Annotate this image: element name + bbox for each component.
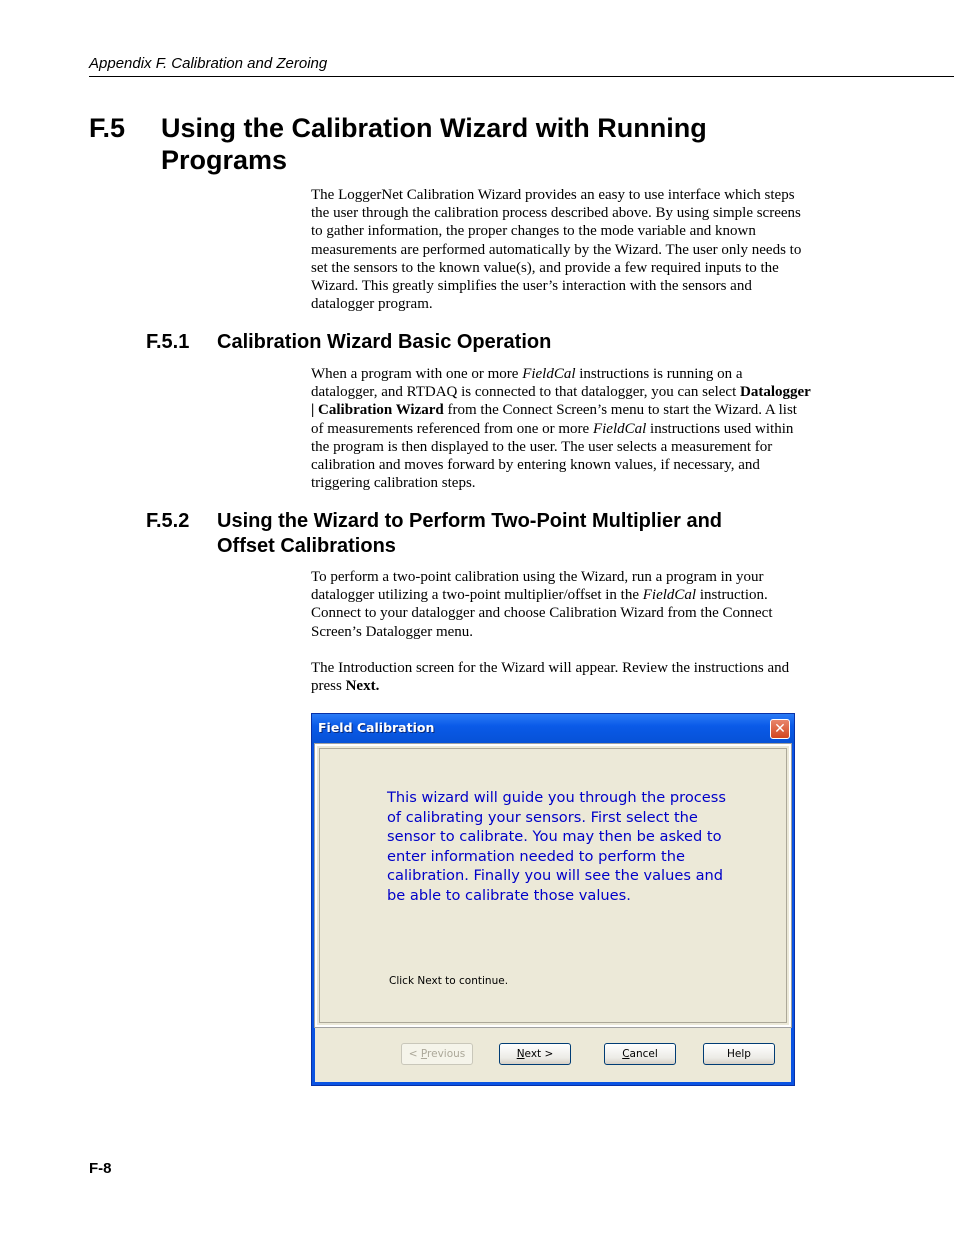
close-icon[interactable]: ✕	[770, 719, 790, 739]
subsection1-number: F.5.1	[146, 331, 190, 353]
previous-button[interactable]: < Previous	[401, 1043, 473, 1065]
dialog-title: Field Calibration	[318, 720, 435, 735]
subsection2-paragraph-2: The Introduction screen for the Wizard will appear. Review the instructions and press Next.	[311, 660, 790, 695]
subsection2-title-line2: Offset Calibrations	[217, 535, 396, 557]
subsection2-paragraph-1: To perform a two-point calibration using the Wizard, run a program in your datalogger utilizing a two-point multiplier/offset in the FieldCal instruction. Connect to your datalogger and choose Calibration Wizard from the Connect Screen’s Datalogger menu.	[311, 569, 773, 640]
help-button[interactable]: Help	[703, 1043, 775, 1065]
subsection2-title-line1: Using the Wizard to Perform Two-Point Multiplier and	[217, 510, 722, 532]
continue-hint: Click Next to continue.	[389, 975, 509, 987]
subsection1-title: Calibration Wizard Basic Operation	[217, 331, 552, 353]
dialog-titlebar[interactable]	[312, 714, 794, 744]
next-button[interactable]: Next >	[499, 1043, 571, 1065]
subsection2-heading	[146, 509, 722, 559]
section-heading	[89, 112, 789, 176]
section-title-line2: Programs	[161, 145, 288, 175]
section-intro-paragraph: The LoggerNet Calibration Wizard provides an easy to use interface which steps the user through the calibration process described above. By using simple screens to gather information, the proper changes to the mode variable and known measurements are performed automatically by the Wizard. The user only needs to set the sensors to the known value(s), and provide a few required inputs to the Wizard. This greatly simplifies the user’s interaction with the sensors and datalogger program.	[311, 187, 802, 313]
dialog-client-area	[315, 744, 791, 1082]
cancel-button[interactable]: Cancel	[604, 1043, 676, 1065]
subsection2-number: F.5.2	[146, 510, 190, 532]
subsection1-paragraph: When a program with one or more FieldCal instructions is running on a datalogger, and RTDAQ is connected to that datalogger, you can select Datalogger | Calibration Wizard from the Connect Screen’s menu to start the Wizard. A list of measurements referenced from one or more FieldCal instructions used within the program is then displayed to the user. The user selects a measurement for calibration and moves forward by entering known values, if necessary, and triggering calibration steps.	[311, 366, 811, 492]
field-calibration-dialog	[311, 713, 795, 1086]
subsection1-heading	[146, 330, 551, 355]
section-number: F.5	[89, 113, 126, 143]
page-number: F-8	[89, 1160, 112, 1177]
running-header: Appendix F. Calibration and Zeroing	[89, 55, 328, 72]
header-rule	[89, 76, 954, 77]
wizard-panel	[315, 744, 791, 1027]
section-title-line1: Using the Calibration Wizard with Running	[161, 113, 707, 143]
wizard-intro-message: This wizard will guide you through the process of calibrating your sensors. First select the sensor to calibrate. You may then be asked to enter information needed to perform the calibration. Finally you will see the values and be able to calibrate those values.	[387, 789, 726, 904]
